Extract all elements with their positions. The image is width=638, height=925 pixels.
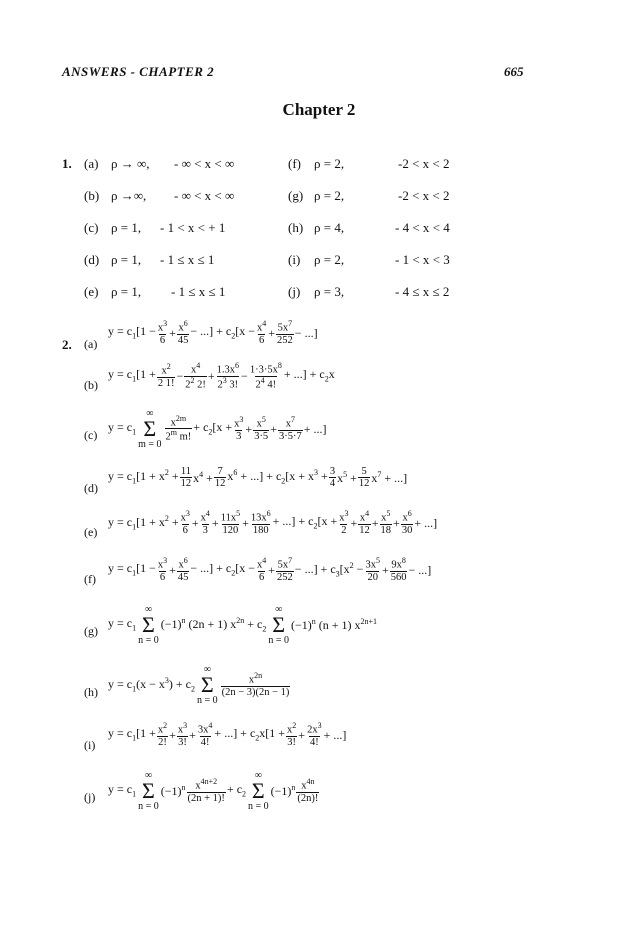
running-header: ANSWERS - CHAPTER 2: [62, 64, 215, 79]
answer-label: (c): [84, 220, 99, 235]
interval-value: -2 < x < 2: [398, 156, 450, 171]
answer-label: (b): [84, 188, 100, 203]
equation-2c: $y = c_1$ ∞ Σ m = 0 $\frac{x^{2m}}{2^m m!}$ + $c_2[x$ + $\frac{x^3}{3}$ + $\frac{x^5}{3\cdot 5}$ + $\frac{x^7}{3\cdot 5\cdot 7}$ + ...]: [108, 408, 327, 450]
answer-label: (g): [288, 188, 304, 203]
answer-label: (e): [84, 284, 99, 299]
radius-value: ρ = 2,: [314, 156, 345, 171]
answer-label-f: (f): [84, 572, 96, 586]
interval-value: - 4 < x < 4: [395, 220, 450, 235]
chapter-title: Chapter 2: [282, 100, 356, 119]
page-number: 665: [504, 64, 524, 79]
answer-label-e: (e): [84, 525, 98, 539]
interval-value: - 4 ≤ x ≤ 2: [395, 284, 450, 299]
interval-value: - 1 < x < 3: [395, 252, 450, 267]
radius-value: ρ = 1,: [111, 220, 142, 235]
equation-2i: $y = c_1[1$ + $\frac{x^2}{2!}$ + $\frac{x^3}{3!}$ + $\frac{3x^4}{4!}$ + ...] + $c_2x[1$ + $\frac{x^2}{3!}$ + $\frac{2x^3}{4!}$ + ...]: [108, 721, 347, 748]
interval-value: - ∞ < x < ∞: [174, 188, 235, 203]
equation-2b: $y = c_1[1$ + $\frac{x^2}{2 1!}$ − $\frac{x^4}{2^2 2!}$ + $\frac{1.3x^6}{2^3 3!}$ − $\frac{1\cdot 3\cdot 5x^8}{2^4 4!}$ + ...] + $c_2x$: [108, 361, 335, 391]
radius-value: ρ = 3,: [314, 284, 345, 299]
radius-value: ρ →∞,: [111, 188, 147, 203]
equation-2a: $y = c_1[1$ − $\frac{x^3}{6}$ + $\frac{x^6}{45}$ − ...] + $c_2[x$ − $\frac{x^4}{6}$ + $\frac{5x^7}{252}$ − ...]: [108, 319, 318, 346]
answer-label: (a): [84, 156, 99, 171]
radius-value: ρ → ∞,: [111, 156, 150, 171]
interval-value: - 1 ≤ x ≤ 1: [160, 252, 215, 267]
radius-value: ρ = 2,: [314, 188, 345, 203]
answer-label-i: (i): [84, 738, 96, 752]
equation-2j: $y = c_1$ ∞ Σ n = 0 $(-1)^n$ $\frac{x^{4n+2}}{(2n + 1)!}$ + $c_2$ ∞ Σ n = 0 $(-1)^n$ $\frac{x^{4n}}{(2n)!}$: [108, 770, 319, 812]
answer-label-c: (c): [84, 428, 98, 442]
radius-value: ρ = 1,: [111, 284, 142, 299]
interval-value: -2 < x < 2: [398, 188, 450, 203]
interval-value: - ∞ < x < ∞: [174, 156, 235, 171]
equation-2f: $y = c_1[1$ − $\frac{x^3}{6}$ + $\frac{x^6}{45}$ − ...] + $c_2[x$ − $\frac{x^4}{6}$ + $\frac{5x^7}{252}$ − ...] + $c_3[x^2$ − $\frac{3x^5}{20}$ + $\frac{9x^8}{560}$ − ...]: [108, 556, 432, 583]
answer-label-b: (b): [84, 378, 98, 392]
answer-label-j: (j): [84, 790, 96, 804]
answer-label-d: (d): [84, 481, 98, 495]
answer-label-a: (a): [84, 337, 98, 351]
answer-label: (i): [288, 252, 301, 267]
answer-label-g: (g): [84, 624, 98, 638]
equation-2d: $y = c_1[1 + x^2$ + $\frac{11}{12}$ $x^4$ + $\frac{7}{12}$ $x^6$ + ...] + $c_2[x + x^3$ + $\frac{3}{4}$ $x^5$ + $\frac{5}{12}$ $x^7$ + ...]: [108, 466, 408, 490]
radius-value: ρ = 2,: [314, 252, 345, 267]
radius-value: ρ = 4,: [314, 220, 345, 235]
answer-label: (j): [288, 284, 301, 299]
equation-2h: $y = c_1(x - x^3) + c_2$ ∞ Σ n = 0 $\frac{x^{2n}}{(2n - 3)(2n - 1)}$: [108, 664, 290, 706]
equation-2e: $y = c_1[1 + x^2$ + $\frac{x^3}{6}$ + $\frac{x^4}{3}$ + $\frac{11x^5}{120}$ + $\frac{13x^6}{180}$ + ...] + $c_2[x$ + $\frac{x^3}{2}$ + $\frac{x^4}{12}$ + $\frac{x^5}{18}$ + $\frac{x^6}{30}$ + ...]: [108, 509, 438, 536]
answer-label-h: (h): [84, 685, 98, 699]
answer-label: (f): [288, 156, 301, 171]
problem-1-number: 1.: [62, 156, 72, 171]
answer-label: (d): [84, 252, 100, 267]
problem-2-number: 2.: [62, 337, 72, 352]
equation-2g: $y = c_1$ ∞ Σ n = 0 $(-1)^n$ (2n + 1) $x^{2n} + c_2$ ∞ Σ n = 0 $(-1)^n$ (n + 1) $x^{2n+1}$: [108, 604, 378, 646]
answer-label: (h): [288, 220, 304, 235]
interval-value: - 1 ≤ x ≤ 1: [171, 284, 226, 299]
interval-value: - 1 < x < + 1: [160, 220, 226, 235]
radius-value: ρ = 1,: [111, 252, 142, 267]
